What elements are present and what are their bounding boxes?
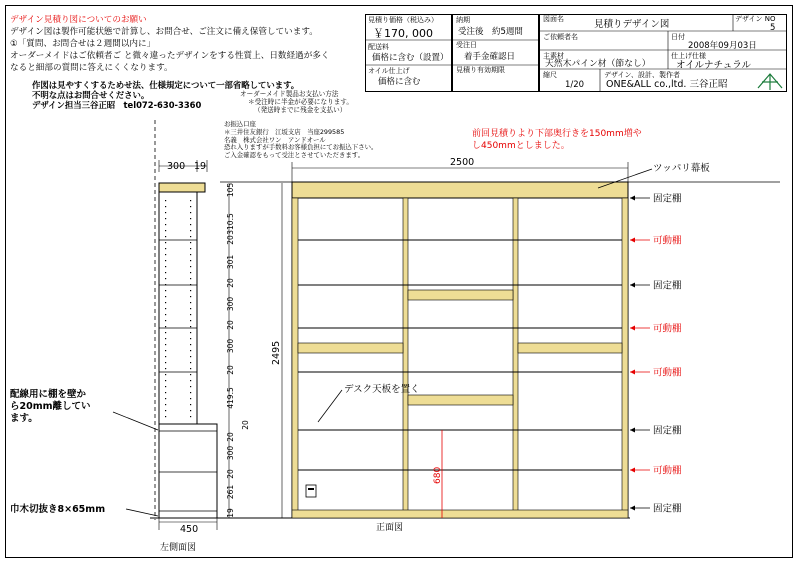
side-top-gap-dim: 19: [194, 161, 207, 172]
shelf-hole: [165, 332, 166, 333]
shelf-hole: [165, 404, 166, 405]
lead-time-label: 納期: [456, 16, 470, 24]
shelf-hole: [165, 410, 166, 411]
shelf-hole: [165, 224, 166, 225]
shelf-hole: [165, 296, 166, 297]
side-top-depth-dim: 300: [167, 161, 186, 172]
shelf-hole: [165, 260, 166, 261]
order-date-label: 受注日: [456, 41, 477, 49]
shelf-hole: [190, 302, 191, 303]
outlet-slot: [308, 488, 314, 490]
shelf-hole: [165, 236, 166, 237]
shelf-hole: [190, 260, 191, 261]
cutout-callout: 巾木切抜き8×65mm: [10, 504, 106, 515]
wiring-callout: ら20mm離してい: [10, 401, 91, 412]
vertical-dim-label: 300: [226, 296, 235, 312]
oil-finish: 価格に含む: [378, 77, 421, 87]
shelf-hole: [165, 200, 166, 201]
shelf-hole: [190, 242, 191, 243]
notes-line: なると細部の質問に答えにくくなります。: [10, 63, 173, 73]
shelf-hole: [190, 332, 191, 333]
shelf-hole: [190, 278, 191, 279]
shelf-hole: [190, 254, 191, 255]
shelf-label-arrow: [630, 238, 635, 243]
validity-label: 見積り有効期限: [456, 66, 505, 74]
scale: 1/20: [565, 80, 585, 90]
shelf-hole: [165, 314, 166, 315]
vertical-dim-label: 20: [226, 365, 235, 375]
side-view-label: 左側面図: [160, 543, 197, 553]
side-lower-body: [159, 424, 217, 518]
shelf-hole: [165, 278, 166, 279]
shelf-board: [408, 290, 513, 300]
order-info-heading: オーダーメイド製品お支払い方法: [240, 90, 339, 98]
shelf-hole: [190, 272, 191, 273]
shelf-hole: [165, 386, 166, 387]
design-no: 5: [770, 23, 776, 33]
notes-title: デザイン見積り図についてのお願い: [10, 15, 147, 25]
shelf-hole: [165, 392, 166, 393]
fixed-shelf-label: 固定棚: [653, 425, 682, 437]
maker-label: デザイン、設計、製作者: [604, 71, 680, 79]
shelf-hole: [190, 236, 191, 237]
shelf-label-arrow: [630, 326, 635, 331]
notes-line: デザイン図は製作可能状態で計算し、お問合せ、ご注文に備え保管しています。: [10, 27, 318, 37]
client-label: ご依頼者名: [543, 33, 578, 41]
shelf-hole: [165, 380, 166, 381]
cutout-leader: [126, 509, 158, 516]
notes-line: オーダーメイドはご依頼者ご と微々違ったデザインをする性質上、日数経過が多く: [10, 51, 330, 61]
shelf-hole: [165, 248, 166, 249]
notes-bold-line: 作図は見やすくするためせ法、仕様規定について一部省略しています。: [32, 80, 300, 90]
notes-line: ①「質問、お問合せは２週間以内に」: [10, 39, 156, 49]
shelf-label-arrow: [630, 283, 635, 288]
shelf-hole: [165, 230, 166, 231]
shelf-hole: [190, 344, 191, 345]
side-dimension-lines: [159, 160, 282, 530]
material-label: 主素材: [543, 52, 564, 60]
shelf-hole: [190, 200, 191, 201]
shelf-hole: [190, 374, 191, 375]
finish-label: 仕上げ仕様: [671, 52, 706, 60]
height-dim: 2495: [271, 340, 282, 365]
delivery-fee-label: 配送料: [368, 43, 389, 51]
shelf-hole: [190, 338, 191, 339]
shelf-hole: [165, 242, 166, 243]
bank-info-line: ご入金確認をもって受注とさせていただきます。: [224, 151, 365, 160]
vertical-dim-label: 300: [226, 338, 235, 354]
notes-bold-line: 不明な点はお問合せください。: [32, 90, 150, 100]
shelf-hole: [165, 344, 166, 345]
desk-board: [408, 395, 513, 405]
shelf-hole: [190, 368, 191, 369]
notes-bold-line: デザイン担当三谷正昭 tel072-630-3360: [32, 100, 202, 110]
shelf-hole: [165, 320, 166, 321]
shelf-label-arrow: [630, 196, 635, 201]
wiring-callout: ます。: [10, 413, 38, 424]
oil-finish-label: オイル仕上げ: [368, 67, 410, 75]
front-side-right: [622, 198, 628, 518]
design-no-label: デザイン NO: [735, 15, 776, 23]
shelf-hole: [165, 254, 166, 255]
front-side-left: [292, 198, 298, 518]
shelf-hole: [190, 230, 191, 231]
side-bottom-depth-dim: 450: [180, 524, 199, 535]
shelf-hole: [165, 284, 166, 285]
shelf-hole: [190, 380, 191, 381]
order-info-line: （発送時までに残金を支払い）: [254, 106, 347, 114]
shelf-hole: [190, 326, 191, 327]
shelf-hole: [165, 338, 166, 339]
bank-info-heading: お振込口座: [224, 120, 256, 128]
vertical-dim-label: 310.5: [226, 213, 235, 235]
side-top-board: [159, 183, 205, 192]
shelf-board: [298, 343, 403, 353]
vertical-dim-label: 261: [226, 484, 235, 500]
shelf-hole: [165, 398, 166, 399]
tension-board: [292, 182, 628, 198]
shelf-labels: [630, 193, 682, 515]
maker: ONE&ALL co.,ltd. 三谷正昭: [606, 79, 728, 90]
shelf-label-arrow: [630, 370, 635, 375]
material: 天然木パイン材（節なし）: [545, 59, 651, 69]
shelf-hole: [165, 308, 166, 309]
shelf-hole: [190, 386, 191, 387]
shelf-hole: [190, 350, 191, 351]
company-logo: [758, 74, 782, 90]
date-label: 日付: [671, 33, 685, 41]
vertical-dim-label: 20: [226, 235, 235, 245]
shelf-hole: [190, 404, 191, 405]
movable-shelf-label: 可動棚: [653, 367, 682, 379]
vertical-dim-label: 20: [241, 420, 250, 430]
shelf-label-arrow: [630, 468, 635, 473]
order-date: 着手金確認日: [464, 52, 516, 62]
shelf-hole: [165, 302, 166, 303]
change-note-line: し450mmとしました。: [472, 141, 570, 151]
shelf-hole: [190, 296, 191, 297]
shelf-hole: [190, 218, 191, 219]
vertical-dim-label: 20: [226, 320, 235, 330]
lead-time: 受注後 約5週間: [458, 27, 523, 37]
shelf-hole: [190, 398, 191, 399]
shelf-hole: [165, 416, 166, 417]
drawing-name-label: 図面名: [543, 15, 564, 23]
vertical-dim-label: 301: [226, 254, 235, 270]
shelf-hole: [165, 290, 166, 291]
side-shelves: [159, 240, 217, 511]
side-view-cabinet: [159, 183, 217, 518]
desk-height-dim: 680: [433, 466, 443, 484]
shelf-board: [518, 343, 622, 353]
order-info-line: ＊受注時に半金が必要になります。: [248, 98, 353, 106]
vertical-dim-label: 20: [226, 469, 235, 479]
shelf-hole: [165, 350, 166, 351]
fixed-shelf-label: 固定棚: [653, 193, 682, 205]
shelf-hole: [190, 206, 191, 207]
front-plinth: [292, 510, 628, 518]
shelf-hole: [190, 314, 191, 315]
bank-info-line: ＊三井住友銀行 江坂支店 当座299585: [224, 127, 345, 136]
shelf-hole: [190, 410, 191, 411]
estimate-price: ￥170, 000: [373, 27, 433, 40]
bank-info-line: 名義 株式会社ワン アンドオール: [224, 135, 326, 144]
delivery-fee: 価格に含む（設置）: [372, 53, 449, 63]
shelf-hole: [190, 356, 191, 357]
shelf-hole: [190, 416, 191, 417]
shelf-hole: [190, 248, 191, 249]
shelf-hole: [190, 290, 191, 291]
shelf-hole: [165, 356, 166, 357]
shelf-label-arrow: [630, 506, 635, 511]
shelf-hole: [165, 368, 166, 369]
front-view-label: 正面図: [376, 523, 404, 533]
shelf-hole: [165, 362, 166, 363]
shelf-hole: [165, 206, 166, 207]
shelf-label-arrow: [630, 428, 635, 433]
outlet-icon: [306, 485, 316, 497]
shelf-hole: [190, 224, 191, 225]
shelf-hole: [190, 320, 191, 321]
wiring-callout: 配線用に棚を壁か: [10, 389, 87, 400]
vertical-dim-label: 20: [226, 278, 235, 288]
shelf-hole: [165, 266, 166, 267]
tension-board-callout: ツッパリ幕板: [653, 163, 710, 174]
shelf-hole: [165, 326, 166, 327]
shelf-hole: [190, 284, 191, 285]
change-note-line: 前回見積りより下部奥行きを150mm増や: [472, 129, 642, 139]
vertical-dim-label: 300: [226, 445, 235, 461]
wiring-leader: [113, 412, 158, 430]
finish: オイルナチュラル: [676, 60, 751, 71]
shelf-hole: [190, 212, 191, 213]
movable-shelf-label: 可動棚: [653, 235, 682, 247]
side-shelf-holes: [165, 200, 191, 417]
fixed-shelf-label: 固定棚: [653, 280, 682, 292]
estimate-price-label: 見積り価格（税込み）: [368, 16, 438, 24]
vertical-dimensions: [226, 183, 250, 518]
movable-shelf-label: 可動棚: [653, 323, 682, 335]
bank-info-line: 恐れ入りますが手数料お客様負担にてお振込下さい。: [224, 143, 378, 152]
width-dim: 2500: [450, 157, 475, 168]
movable-shelf-label: 可動棚: [653, 465, 682, 477]
shelf-hole: [165, 212, 166, 213]
side-upper-body: [159, 192, 197, 424]
shelf-hole: [190, 308, 191, 309]
shelf-hole: [190, 362, 191, 363]
drawing-name: 見積りデザイン図: [594, 19, 670, 30]
vertical-dim-label: 105: [226, 182, 235, 198]
fixed-shelf-label: 固定棚: [653, 503, 682, 515]
vertical-dim-label: 419.5: [226, 387, 235, 409]
scale-label: 縮尺: [543, 71, 557, 79]
shelf-hole: [165, 218, 166, 219]
shelf-hole: [165, 272, 166, 273]
shelf-hole: [190, 392, 191, 393]
date: 2008年09月03日: [688, 41, 757, 51]
shelf-hole: [165, 374, 166, 375]
shelf-hole: [190, 266, 191, 267]
title-block-grid: [365, 14, 787, 92]
desk-board-callout: デスク天板を置く: [344, 384, 420, 395]
vertical-dim-label: 19: [226, 508, 235, 518]
vertical-dim-label: 20: [226, 432, 235, 442]
